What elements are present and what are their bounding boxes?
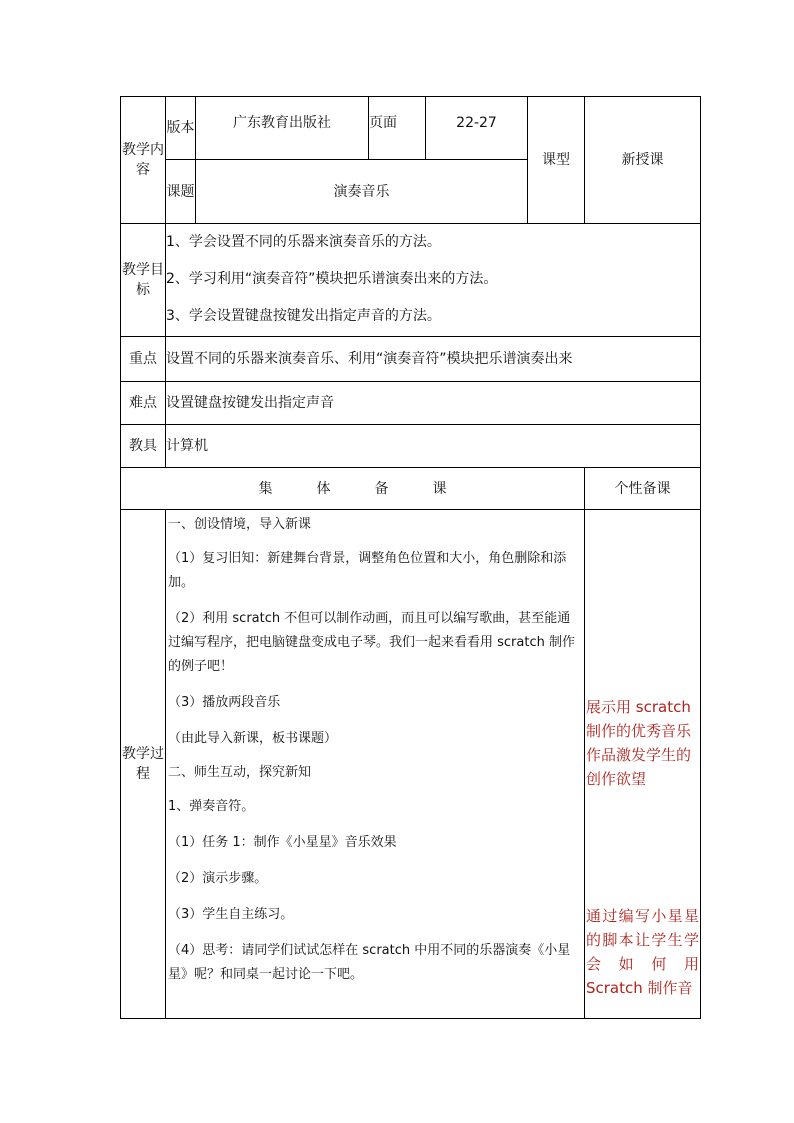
personal-note: 通过编写小星星的脚本让学生学会如何用 Scratch 制作音 bbox=[586, 907, 699, 997]
process-line: （2）利用 scratch 不但可以制作动画，而且可以编写歌曲，甚至能通过编写程序，把电脑键盘变成电子琴。我们一起来看看用 scratch 制作的例子吧！ bbox=[168, 611, 575, 674]
collective-prep-char: 体 bbox=[316, 480, 331, 497]
process-line: （2）演示步骤。 bbox=[168, 871, 268, 886]
personal-notes bbox=[585, 510, 701, 1019]
goals-label: 教学目标 bbox=[121, 224, 166, 337]
collective-prep-char: 集 bbox=[258, 480, 273, 497]
goal-item: 2、学习利用“演奏音符”模块把乐谱演奏出来的方法。 bbox=[166, 271, 498, 287]
page-value: 22-27 bbox=[426, 97, 528, 160]
process-line: （1）复习旧知：新建舞台背景，调整角色位置和大小，角色删除和添加。 bbox=[168, 551, 567, 590]
title-label: 课题 bbox=[166, 160, 196, 224]
goals-list bbox=[166, 224, 701, 337]
personal-prep-header: 个性备课 bbox=[585, 468, 701, 510]
process-line: （由此导入新课，板书课题） bbox=[168, 731, 338, 746]
process-line: （3）播放两段音乐 bbox=[168, 695, 281, 710]
process-line: 一、创设情境，导入新课 bbox=[168, 517, 312, 532]
difficulty-text: 设置键盘按键发出指定声音 bbox=[166, 382, 701, 425]
process-line: （1）任务 1：制作《小星星》音乐效果 bbox=[168, 835, 397, 850]
tools-text: 计算机 bbox=[166, 425, 701, 468]
process-line: （3）学生自主练习。 bbox=[168, 907, 294, 922]
lesson-type-label: 课型 bbox=[528, 97, 585, 224]
edition-label: 版本 bbox=[166, 97, 196, 160]
content-label: 教学内容 bbox=[121, 97, 166, 224]
publisher-value: 广东教育出版社 bbox=[196, 97, 369, 160]
lesson-type-value: 新授课 bbox=[585, 97, 701, 224]
goal-item: 1、学会设置不同的乐器来演奏音乐的方法。 bbox=[166, 234, 441, 250]
process-line: 二、师生互动，探究新知 bbox=[168, 765, 312, 780]
process-label: 教学过程 bbox=[121, 510, 166, 1019]
collective-prep-header bbox=[121, 468, 585, 510]
collective-prep-char: 课 bbox=[432, 480, 447, 497]
key-points-text: 设置不同的乐器来演奏音乐、利用“演奏音符”模块把乐谱演奏出来 bbox=[166, 337, 701, 382]
collective-prep-char: 备 bbox=[374, 480, 389, 497]
lesson-plan-table bbox=[120, 96, 701, 1019]
page-label: 页面 bbox=[369, 97, 426, 160]
process-line: （4）思考：请同学们试试怎样在 scratch 中用不同的乐器演奏《小星星》呢？和同桌一起讨论一下吧。 bbox=[168, 943, 571, 982]
lesson-title: 演奏音乐 bbox=[196, 160, 528, 224]
personal-note: 展示用 scratch 制作的优秀音乐作品激发学生的创作欲望 bbox=[586, 698, 692, 788]
tools-label: 教具 bbox=[121, 425, 166, 468]
key-points-label: 重点 bbox=[121, 337, 166, 382]
process-line: 1、弹奏音符。 bbox=[168, 799, 255, 814]
goal-item: 3、学会设置键盘按键发出指定声音的方法。 bbox=[166, 308, 441, 324]
process-content bbox=[166, 510, 585, 1019]
difficulty-label: 难点 bbox=[121, 382, 166, 425]
